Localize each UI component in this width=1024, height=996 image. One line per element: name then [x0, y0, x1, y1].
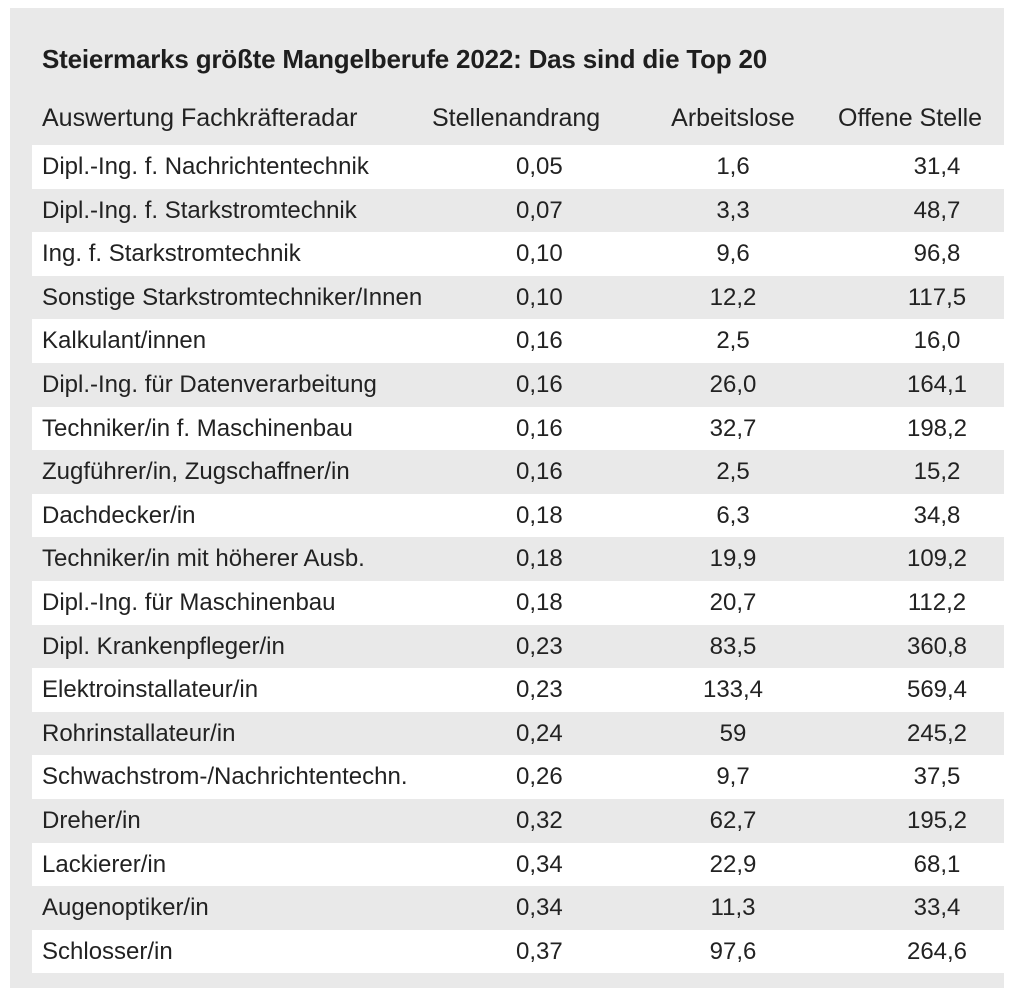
column-header-offene-stelle: Offene Stelle — [838, 104, 983, 132]
table-row — [32, 494, 1004, 538]
table-row — [32, 886, 1004, 930]
occupation-cell: Sonstige Starkstromtechniker/Innen — [42, 283, 423, 311]
table-row — [32, 581, 1004, 625]
stellenandrang-cell: 0,37 — [516, 937, 563, 965]
offene-stelle-cell: 37,5 — [913, 763, 961, 791]
arbeitslose-cell: 22,9 — [709, 850, 757, 878]
arbeitslose-cell: 133,4 — [702, 676, 764, 704]
stellenandrang-cell: 0,07 — [516, 196, 563, 224]
offene-stelle-cell: 96,8 — [913, 240, 961, 268]
column-header-occupation: Auswertung Fachkräfteradar — [42, 104, 358, 132]
offene-stelle-cell: 264,6 — [906, 937, 968, 965]
table-header-row — [32, 91, 1004, 145]
chart-frame — [10, 8, 1004, 988]
stellenandrang-cell: 0,23 — [516, 632, 563, 660]
occupation-cell: Ing. f. Starkstromtechnik — [42, 240, 301, 268]
occupation-cell: Dipl. Krankenpfleger/in — [42, 632, 285, 660]
stellenandrang-cell: 0,05 — [516, 153, 563, 180]
occupation-cell: Elektroinstallateur/in — [42, 676, 259, 704]
occupation-cell: Augenoptiker/in — [42, 894, 209, 922]
stellenandrang-cell: 0,34 — [516, 894, 563, 922]
stellenandrang-cell: 0,16 — [516, 458, 563, 486]
table-row — [32, 755, 1004, 799]
occupation-cell: Dipl.-Ing. für Maschinenbau — [42, 588, 336, 616]
offene-stelle-cell: 112,2 — [907, 588, 967, 616]
offene-stelle-cell: 34,8 — [913, 501, 961, 529]
table-row — [32, 145, 1004, 189]
occupation-cell: Rohrinstallateur/in — [42, 719, 236, 747]
offene-stelle-cell: 360,8 — [906, 632, 968, 660]
occupation-cell: Dipl.-Ing. f. Starkstromtechnik — [42, 196, 357, 224]
stellenandrang-cell: 0,16 — [516, 370, 563, 398]
table-row — [32, 712, 1004, 756]
data-table — [32, 91, 1004, 973]
table-row — [32, 363, 1004, 407]
arbeitslose-cell: 97,6 — [709, 937, 757, 965]
arbeitslose-cell: 2,5 — [716, 327, 750, 355]
occupation-cell: Dipl.-Ing. für Datenverarbeitung — [42, 370, 377, 398]
arbeitslose-cell: 62,7 — [709, 806, 757, 834]
occupation-cell: Kalkulant/innen — [42, 327, 207, 355]
offene-stelle-cell: 164,1 — [906, 370, 968, 398]
offene-stelle-cell: 198,2 — [906, 414, 968, 442]
occupation-cell: Zugführer/in, Zugschaffner/in — [42, 458, 350, 486]
offene-stelle-cell: 15,2 — [913, 458, 961, 486]
offene-stelle-cell: 117,5 — [907, 283, 967, 311]
occupation-cell: Techniker/in mit höherer Ausb. — [42, 545, 365, 573]
arbeitslose-cell: 26,0 — [709, 370, 757, 398]
stellenandrang-cell: 0,16 — [516, 327, 563, 355]
offene-stelle-cell: 16,0 — [913, 327, 961, 355]
offene-stelle-cell: 195,2 — [906, 806, 968, 834]
arbeitslose-cell: 59 — [719, 719, 747, 747]
stellenandrang-cell: 0,26 — [516, 763, 563, 791]
offene-stelle-cell: 31,4 — [913, 153, 961, 180]
column-header-arbeitslose: Arbeitslose — [671, 104, 795, 132]
chart-title: Steiermarks größte Mangelberufe 2022: Das sind die Top 20 — [42, 44, 768, 74]
offene-stelle-cell: 68,1 — [913, 850, 961, 878]
stellenandrang-cell: 0,34 — [516, 850, 563, 878]
arbeitslose-cell: 3,3 — [716, 196, 750, 224]
occupation-cell: Dipl.-Ing. f. Nachrichtentechnik — [42, 153, 369, 180]
occupation-cell: Dachdecker/in — [42, 501, 196, 529]
offene-stelle-cell: 48,7 — [913, 196, 961, 224]
arbeitslose-cell: 83,5 — [709, 632, 757, 660]
arbeitslose-cell: 12,2 — [709, 283, 757, 311]
table-row — [32, 625, 1004, 669]
table-row — [32, 450, 1004, 494]
column-header-stellenandrang: Stellenandrang — [432, 104, 601, 132]
table-row — [32, 843, 1004, 887]
arbeitslose-cell: 9,6 — [716, 240, 750, 268]
stellenandrang-cell: 0,18 — [516, 588, 563, 616]
table-row — [32, 537, 1004, 581]
table-row — [32, 407, 1004, 451]
arbeitslose-cell: 9,7 — [716, 763, 750, 791]
stellenandrang-cell: 0,24 — [516, 719, 563, 747]
occupation-cell: Techniker/in f. Maschinenbau — [42, 414, 353, 442]
stellenandrang-cell: 0,10 — [516, 240, 563, 268]
table-row — [32, 319, 1004, 363]
offene-stelle-cell: 569,4 — [906, 676, 968, 704]
table-row — [32, 930, 1004, 974]
occupation-cell: Schlosser/in — [42, 937, 173, 965]
stellenandrang-cell: 0,18 — [516, 501, 563, 529]
offene-stelle-cell: 109,2 — [906, 545, 968, 573]
occupation-cell: Lackierer/in — [42, 850, 167, 878]
arbeitslose-cell: 20,7 — [709, 588, 757, 616]
arbeitslose-cell: 11,3 — [710, 894, 756, 922]
stellenandrang-cell: 0,10 — [516, 283, 563, 311]
occupation-cell: Dreher/in — [42, 806, 141, 834]
arbeitslose-cell: 32,7 — [709, 414, 757, 442]
stellenandrang-cell: 0,23 — [516, 676, 563, 704]
arbeitslose-cell: 2,5 — [716, 458, 750, 486]
table-row — [32, 668, 1004, 712]
table-row — [32, 189, 1004, 233]
arbeitslose-cell: 1,6 — [716, 153, 750, 180]
stellenandrang-cell: 0,16 — [516, 414, 563, 442]
arbeitslose-cell: 19,9 — [709, 545, 757, 573]
table-row — [32, 799, 1004, 843]
offene-stelle-cell: 245,2 — [906, 719, 968, 747]
offene-stelle-cell: 33,4 — [913, 894, 961, 922]
table-row — [32, 232, 1004, 276]
stellenandrang-cell: 0,18 — [516, 545, 563, 573]
occupation-cell: Schwachstrom-/Nachrichtentechn. — [42, 763, 408, 791]
stellenandrang-cell: 0,32 — [516, 806, 563, 834]
table-row — [32, 276, 1004, 320]
arbeitslose-cell: 6,3 — [716, 501, 750, 529]
